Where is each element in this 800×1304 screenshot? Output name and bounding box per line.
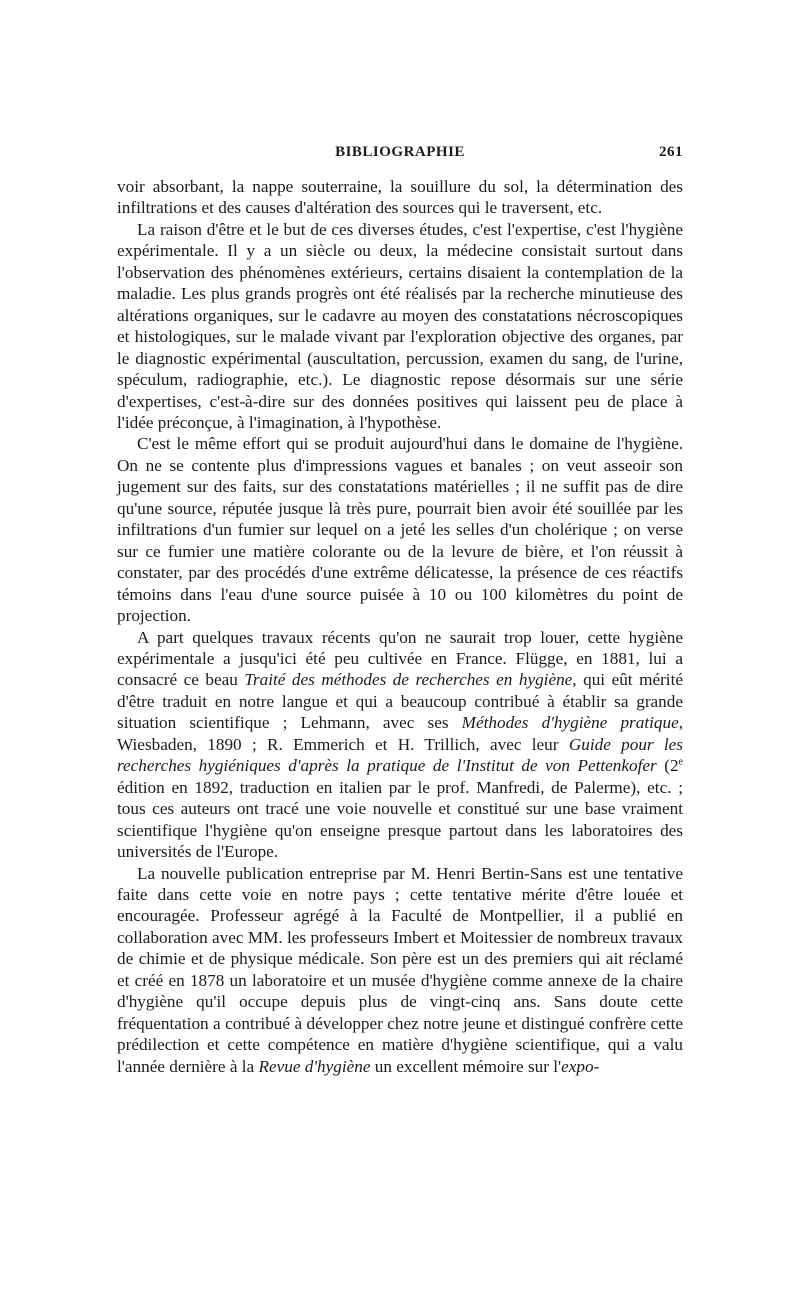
text-run: , Wiesbaden, 1890 ; R. Emmerich et H. Trillich, avec leur	[117, 713, 683, 754]
paragraph-text: voir absorbant, la nappe souterraine, la souillure du sol, la détermination des infiltrations et des causes d'altération des sources qui le traversent, etc.	[117, 177, 683, 218]
paragraph-text: C'est le même effort qui se produit aujourd'hui dans le domaine de l'hygiène. On ne se contente plus d'impressions vagues et banales ; on veut asseoir son jugement sur des faits, sur des constatations matérielles ; il ne suffit pas de dire qu'une source, réputée jusque là très pure, pourrait bien avoir été souillée par les infiltrations d'un fumier sur lequel on a jeté les selles d'un cholérique ; on verse sur ce fumier une matière colorante ou de la levure de bière, et l'on réussit à constater, par des procédés d'une extrême délicatesse, la présence de ces réactifs témoins dans l'eau d'une source puisée à 10 ou 100 kilomètres du point de projection.	[117, 434, 683, 626]
paragraph	[117, 863, 683, 1078]
paragraph	[117, 433, 683, 626]
journal-title-italic: Revue d'hygiène	[258, 1056, 371, 1076]
text-run: édition en 1892, traduction en italien par le prof. Manfredi, de Palerme), etc. ; tous ces auteurs ont tracé une voie nouvelle et constitué sur une base vraiment scientifique l'hygiène qu'on enseigne presque partout dans les laboratoires des universités de l'Europe.	[117, 777, 683, 862]
text-run: , qui eût mérité d'être traduit en notre langue et qui a beaucoup contribué à établir sa grande situation scientifique ; Lehmann, avec ses	[117, 670, 683, 733]
text-run: A part quelques travaux récents qu'on ne saurait trop louer, cette hygiène expérimentale a jusqu'ici été peu cultivée en France. Flügge, en 1881, lui a consacré ce beau	[117, 627, 683, 690]
superscript: e	[678, 756, 683, 768]
body-text	[117, 176, 683, 1077]
paragraph	[117, 219, 683, 434]
page-number: 261	[659, 144, 683, 160]
paragraph-continued	[117, 176, 683, 219]
text-run: La nouvelle publication entreprise par M. Henri Bertin-Sans est une tentative faite dans cette voie en notre pays ; cette tentative mérite d'être louée et encouragée. Professeur agrégé à la Faculté de Montpellier, il a publié en collaboration avec MM. les professeurs Imbert et Moitessier de nombreux travaux de chimie et de physique médicale. Son père est un des premiers qui ait réclamé et créé en 1878 un laboratoire et un musée d'hygiène comme annexe de la chaire d'hygiène qu'il occupe depuis plus de vingt-cinq ans. Sans doute cette fréquentation a contribué à développer chez notre jeune et distingué confrère cette prédilection et cette compétence en matière d'hygiène scientifique, qui a valu l'année dernière à la	[117, 863, 683, 1076]
italic-word: expo-	[561, 1056, 600, 1076]
paragraph	[117, 627, 683, 863]
book-title-italic: Traité des méthodes de recherches en hygiène	[244, 670, 573, 690]
paragraph-text: La raison d'être et le but de ces diverses études, c'est l'expertise, c'est l'hygiène expérimentale. Il y a un siècle ou deux, la médecine consistait surtout dans l'observation des phénomènes extérieurs, certains disaient la contemplation de la maladie. Les plus grands progrès ont été réalisés par la recherche minutieuse des altérations organiques, sur le cadavre au moyen des constatations nécroscopiques et histologiques, sur le malade vivant par l'exploration objective des organes, par le diagnostic expérimental (auscultation, percussion, examen du sang, de l'urine, spéculum, radiographie, etc.). Le diagnostic repose désormais sur une série d'expertises, c'est-à-dire sur des données positives qui laissent peu de place à l'idée préconçue, à l'imagination, à l'hypothèse.	[117, 219, 683, 432]
book-title-italic: Méthodes d'hygiène pratique	[461, 713, 679, 733]
page-header	[117, 144, 683, 166]
text-run: (2	[656, 756, 679, 776]
running-title: BIBLIOGRAPHIE	[335, 144, 465, 160]
book-title-italic: Guide pour les recherches hygiéniques d'après la pratique de l'Institut de von Pettenkofer	[117, 734, 683, 776]
text-run: un excellent mémoire sur l'	[370, 1056, 562, 1076]
